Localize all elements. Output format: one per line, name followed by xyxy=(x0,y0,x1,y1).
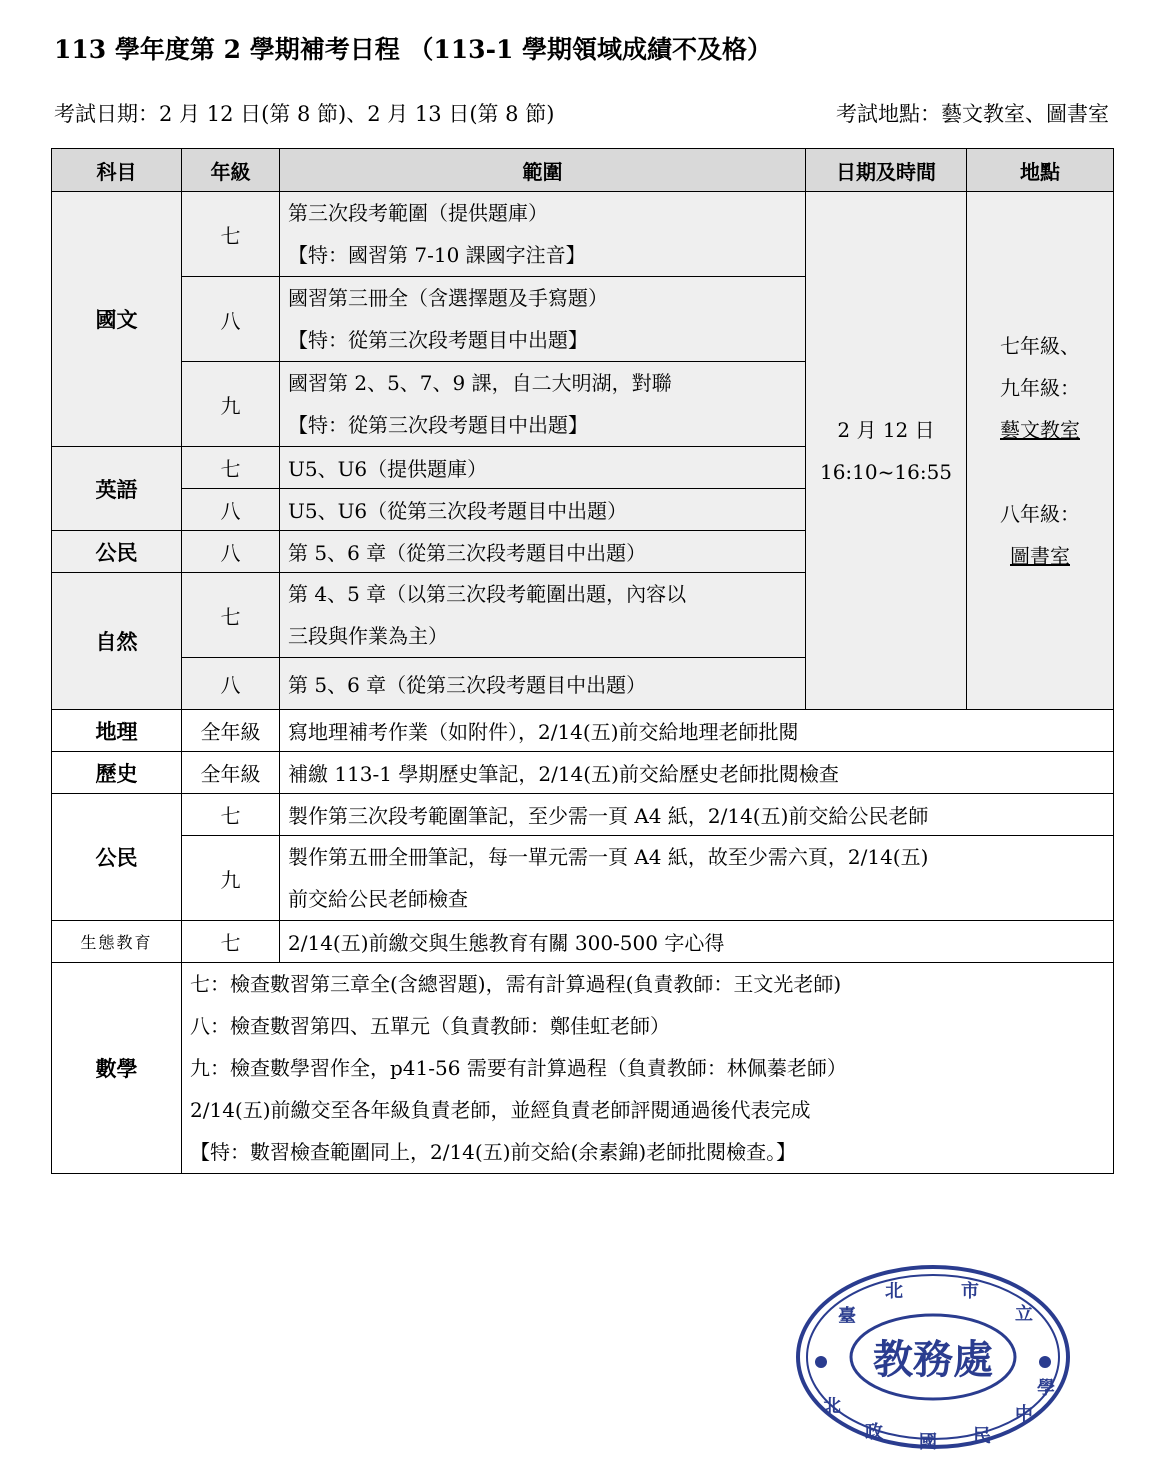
date-text: 2 月 12 日 xyxy=(837,417,935,442)
svg-text:市: 市 xyxy=(961,1281,979,1302)
table-row xyxy=(52,921,1114,963)
subject-cell: 生態教育 xyxy=(52,921,182,963)
grade-cell: 九 xyxy=(182,362,280,447)
location-line: 七年級、 xyxy=(1000,333,1080,358)
grade-cell: 七 xyxy=(182,192,280,277)
svg-text:民: 民 xyxy=(973,1426,991,1447)
scope-line: 國習第三冊全（含選擇題及手寫題） xyxy=(288,286,608,310)
location-cell xyxy=(967,192,1114,710)
scope-line: 七：檢查數習第三章全(含總習題)，需有計算過程(負責教師：王文光老師) xyxy=(190,972,842,996)
page-title: 113 學年度第 2 學期補考日程 （113-1 學期領域成績不及格） xyxy=(54,35,773,64)
exam-locations: 考試地點：藝文教室、圖書室 xyxy=(836,102,1109,126)
svg-text:政: 政 xyxy=(865,1422,883,1443)
scope-cell: 第 5、6 章（從第三次段考題目中出題） xyxy=(280,531,806,573)
date-cell xyxy=(806,192,967,710)
subject-cell: 地理 xyxy=(52,710,182,752)
grade-cell: 全年級 xyxy=(182,710,280,752)
scope-cell xyxy=(280,192,806,277)
header-location: 地點 xyxy=(967,149,1114,192)
scope-line: 三段與作業為主） xyxy=(288,624,448,648)
subject-cell: 國文 xyxy=(52,192,182,447)
scope-cell: 製作第三次段考範圍筆記，至少需一頁 A4 紙，2/14(五)前交給公民老師 xyxy=(280,794,1114,836)
header-grade: 年級 xyxy=(182,149,280,192)
grade-cell: 七 xyxy=(182,447,280,489)
header-subject: 科目 xyxy=(52,149,182,192)
scope-line: 【特：從第三次段考題目中出題】 xyxy=(288,413,588,437)
svg-text:學: 學 xyxy=(1037,1378,1055,1399)
scope-line: 第三次段考範圍（提供題庫） xyxy=(288,201,548,225)
table-row xyxy=(52,794,1114,836)
subject-cell: 歷史 xyxy=(52,752,182,794)
table-row xyxy=(52,963,1114,1174)
header-datetime: 日期及時間 xyxy=(806,149,967,192)
table-row xyxy=(52,710,1114,752)
svg-text:臺: 臺 xyxy=(838,1306,856,1327)
table-row xyxy=(52,752,1114,794)
grade-cell: 七 xyxy=(182,921,280,963)
header-row xyxy=(52,149,1114,192)
time-text: 16:10~16:55 xyxy=(819,459,953,484)
scope-cell xyxy=(280,362,806,447)
scope-cell xyxy=(280,277,806,362)
scope-cell: 第 5、6 章（從第三次段考題目中出題） xyxy=(280,658,806,710)
grade-cell: 七 xyxy=(182,794,280,836)
grade-cell: 八 xyxy=(182,277,280,362)
scope-cell: 2/14(五)前繳交與生態教育有關 300-500 字心得 xyxy=(280,921,1114,963)
scope-cell xyxy=(280,836,1114,921)
location-spacer xyxy=(975,451,1105,493)
table-row xyxy=(52,836,1114,921)
subject-cell: 公民 xyxy=(52,794,182,921)
scope-line: 第 4、5 章（以第三次段考範圍出題，內容以 xyxy=(288,582,687,606)
scope-line: 國習第 2、5、7、9 課，自二大明湖，對聯 xyxy=(288,371,672,395)
scope-line: 2/14(五)前繳交至各年級負責老師，並經負責老師評閱通過後代表完成 xyxy=(190,1098,811,1122)
location-line: 圖書室 xyxy=(1010,543,1070,568)
grade-cell: 全年級 xyxy=(182,752,280,794)
scope-line: 九：檢查數學習作全，p41-56 需要有計算過程（負責教師：林佩蓁老師） xyxy=(190,1056,847,1080)
svg-text:立: 立 xyxy=(1015,1304,1033,1325)
scope-cell xyxy=(182,963,1114,1174)
grade-cell: 九 xyxy=(182,836,280,921)
subject-cell: 公民 xyxy=(52,531,182,573)
location-line: 八年級： xyxy=(1000,501,1080,526)
schedule-table xyxy=(51,148,1114,1174)
subject-cell: 數學 xyxy=(52,963,182,1174)
exam-dates: 考試日期：2 月 12 日(第 8 節)、2 月 13 日(第 8 節) xyxy=(54,102,555,126)
scope-cell: 寫地理補考作業（如附件），2/14(五)前交給地理老師批閱 xyxy=(280,710,1114,752)
grade-cell: 八 xyxy=(182,531,280,573)
scope-cell: U5、U6（從第三次段考題目中出題） xyxy=(280,489,806,531)
office-seal xyxy=(793,1262,1073,1452)
location-line: 九年級： xyxy=(1000,375,1080,400)
svg-text:北: 北 xyxy=(885,1281,903,1302)
svg-text:中: 中 xyxy=(1015,1404,1033,1425)
svg-text:國: 國 xyxy=(919,1432,937,1452)
location-line: 藝文教室 xyxy=(1000,417,1080,442)
scope-line: 【特：國習第 7-10 課國字注音】 xyxy=(288,243,586,267)
subject-cell: 英語 xyxy=(52,447,182,531)
scope-line: 製作第五冊全冊筆記，每一單元需一頁 A4 紙，故至少需六頁，2/14(五) xyxy=(288,845,929,869)
grade-cell: 八 xyxy=(182,658,280,710)
scope-line: 【特：數習檢查範圍同上，2/14(五)前交給(余素錦)老師批閱檢查。】 xyxy=(190,1140,797,1164)
scope-cell xyxy=(280,573,806,658)
scope-line: 【特：從第三次段考題目中出題】 xyxy=(288,328,588,352)
table-row xyxy=(52,192,1114,277)
grade-cell: 七 xyxy=(182,573,280,658)
svg-text:教務處: 教務處 xyxy=(873,1336,993,1383)
scope-cell: 補繳 113-1 學期歷史筆記，2/14(五)前交給歷史老師批閱檢查 xyxy=(280,752,1114,794)
scope-cell: U5、U6（提供題庫） xyxy=(280,447,806,489)
scope-line: 八：檢查數習第四、五單元（負責教師：鄭佳虹老師） xyxy=(190,1014,670,1038)
grade-cell: 八 xyxy=(182,489,280,531)
subject-cell: 自然 xyxy=(52,573,182,710)
svg-text:北: 北 xyxy=(823,1396,841,1417)
scope-line: 前交給公民老師檢查 xyxy=(288,887,468,911)
header-scope: 範圍 xyxy=(280,149,806,192)
